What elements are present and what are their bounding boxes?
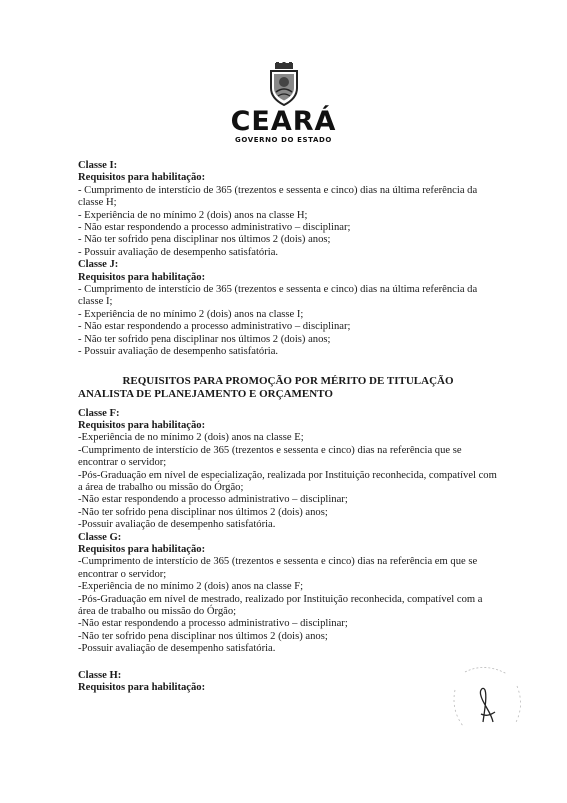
requirement-item: -Não estar respondendo a processo administrativo – disciplinar;: [78, 494, 348, 506]
requirement-item: - Cumprimento de interstício de 365 (trezentos e sessenta e cinco) dias na última referência da classe I;: [78, 284, 478, 308]
requirement-item: -Cumprimento de interstício de 365 (trezentos e sessenta e cinco) dias na referência em que se encontrar o servidor;: [78, 556, 478, 580]
requirement-item: - Possuir avaliação de desempenho satisfatória.: [78, 246, 279, 258]
requirement-heading: Requisitos para habilitação:: [78, 682, 206, 694]
requirement-item: -Experiência de no mínimo 2 (dois) anos na classe E;: [78, 432, 304, 444]
requirement-item: - Cumprimento de interstício de 365 (trezentos e sessenta e cinco) dias na última referência da classe H;: [78, 184, 478, 209]
coat-of-arms-icon: [267, 62, 301, 106]
requirement-item: -Possuir avaliação de desempenho satisfatória.: [78, 519, 276, 531]
requirement-item: - Não ter sofrido pena disciplinar nos últimos 2 (dois) anos;: [78, 333, 331, 345]
signature-initials: [445, 660, 535, 740]
requirement-heading: Classe I:: [78, 160, 118, 171]
requirement-heading: Classe H:: [78, 669, 122, 681]
requirement-heading: Classe F:: [78, 407, 120, 419]
requirement-heading: Classe J:: [78, 259, 119, 271]
requirement-item: -Pós-Graduação em nível de mestrado, realizado por Instituição reconhecida, compatível com a área de trabalho ou missão do Órgão;: [78, 593, 483, 617]
requirement-item: - Possuir avaliação de desempenho satisfatória.: [78, 346, 279, 358]
requirement-item: -Não ter sofrido pena disciplinar nos últimos 2 (dois) anos;: [78, 630, 328, 642]
requirement-item: -Cumprimento de interstício de 365 (trezentos e sessenta e cinco) dias na referência que se encontrar o servidor;: [78, 444, 462, 469]
requirement-item: - Não estar respondendo a processo administrativo – disciplinar;: [78, 321, 351, 333]
requirement-heading: Classe G:: [78, 531, 122, 543]
requirement-item: -Possuir avaliação de desempenho satisfatória.: [78, 643, 276, 655]
brand-subtitle: GOVERNO DO ESTADO: [235, 136, 332, 144]
requirement-item: - Não estar respondendo a processo administrativo – disciplinar;: [78, 222, 351, 234]
requirement-heading: Requisitos para habilitação:: [78, 271, 206, 283]
requirement-item: -Não ter sofrido pena disciplinar nos últimos 2 (dois) anos;: [78, 506, 328, 518]
requirement-item: - Experiência de no mínimo 2 (dois) anos na classe H;: [78, 209, 308, 221]
requirement-heading: Requisitos para habilitação:: [78, 172, 206, 184]
career-title: ANALISTA DE PLANEJAMENTO E ORÇAMENTO: [78, 387, 333, 400]
document-body: [78, 160, 498, 694]
requirement-heading: Requisitos para habilitação:: [78, 419, 206, 431]
document-header: [0, 62, 567, 144]
requirement-item: - Não ter sofrido pena disciplinar nos últimos 2 (dois) anos;: [78, 234, 331, 246]
requirement-item: -Não estar respondendo a processo administrativo – disciplinar;: [78, 618, 348, 630]
brand-name: CEARÁ: [230, 106, 337, 137]
section-title: REQUISITOS PARA PROMOÇÃO POR MÉRITO DE TITULAÇÃO: [122, 374, 454, 387]
requirement-heading: Requisitos para habilitação:: [78, 543, 206, 555]
requirement-item: - Experiência de no mínimo 2 (dois) anos na classe I;: [78, 308, 304, 320]
requirement-item: -Pós-Graduação em nível de especialização, realizada por Instituição reconhecida, compatível com a área de trabalho ou missão do Órgão;: [78, 469, 497, 493]
requirement-item: -Experiência de no mínimo 2 (dois) anos na classe F;: [78, 581, 304, 593]
